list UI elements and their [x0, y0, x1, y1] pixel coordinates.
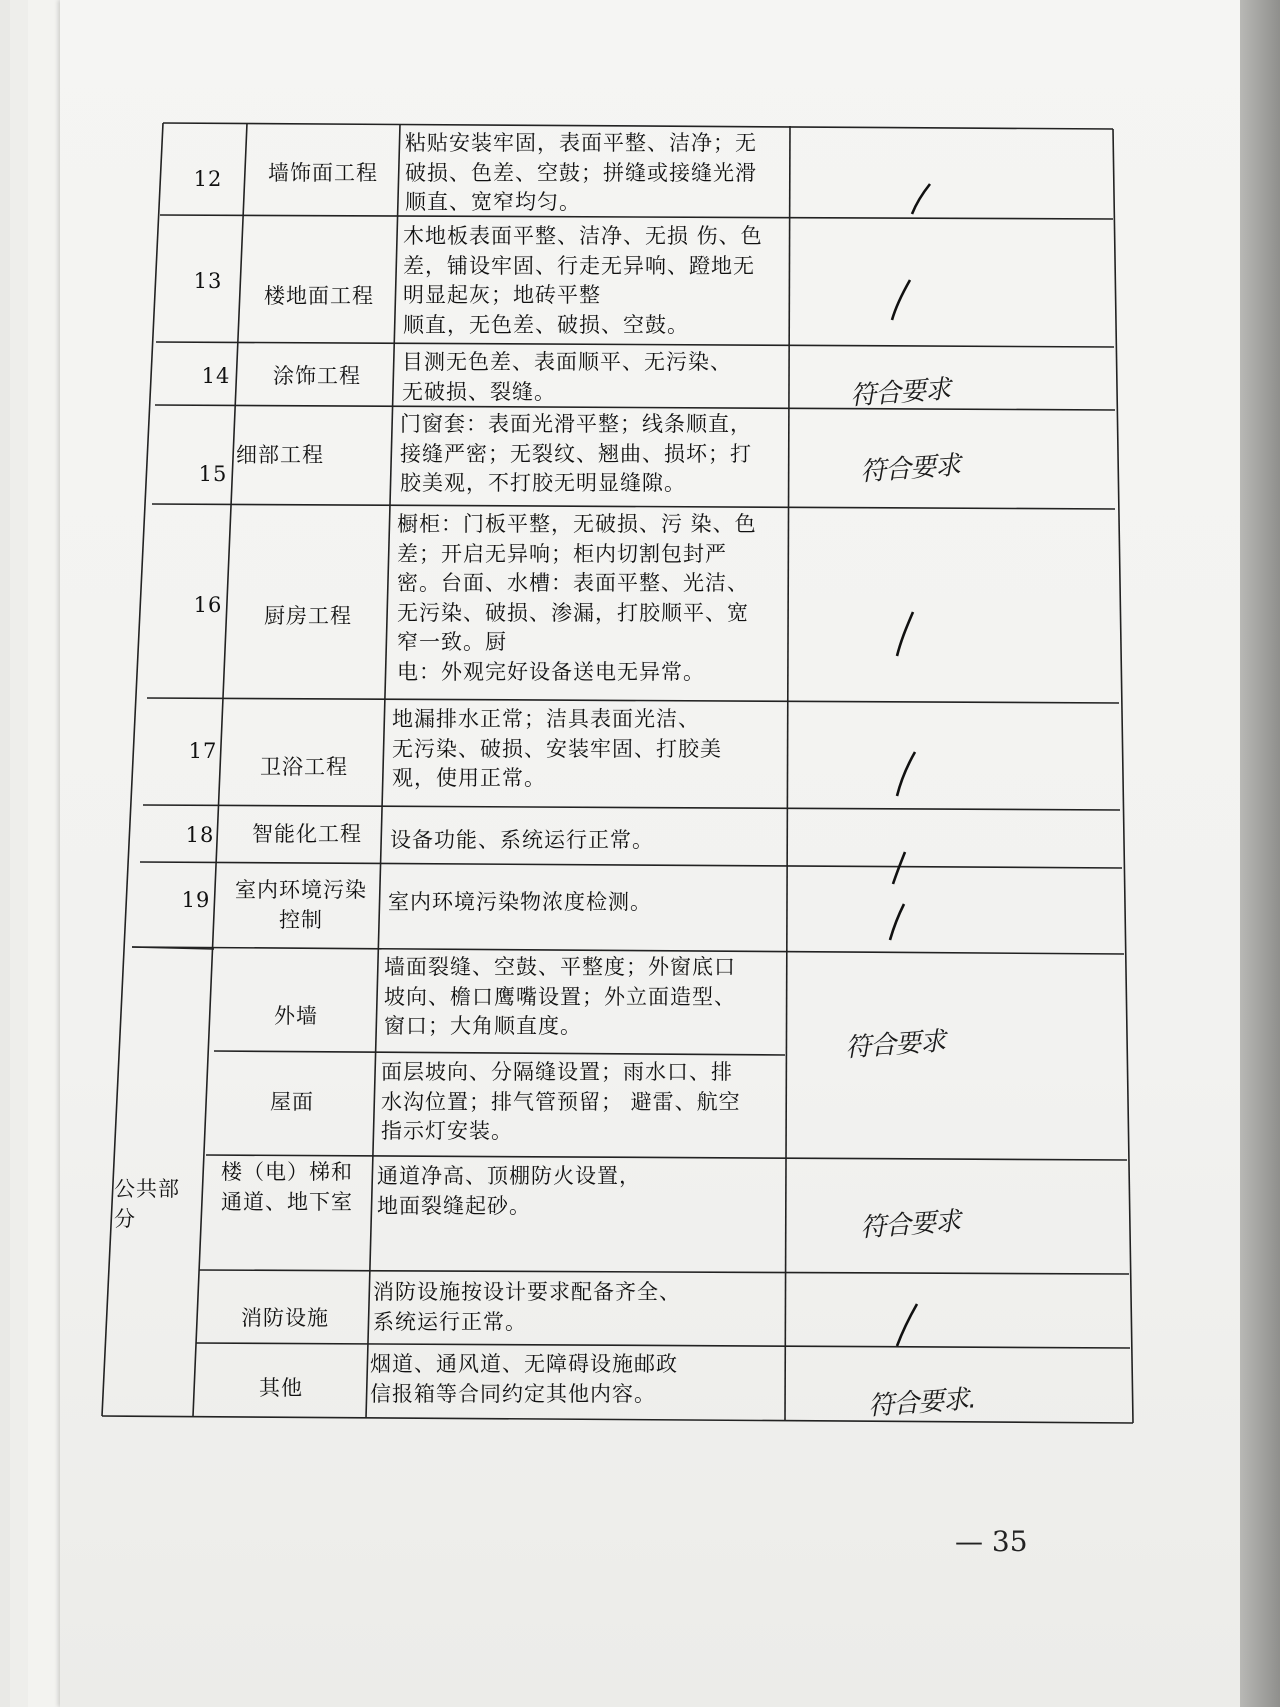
- public-item-outer-wall: 外墙: [274, 1004, 318, 1028]
- slash-mark-row-13: [880, 276, 920, 326]
- row-18-number: 18: [185, 823, 215, 847]
- row-12-number: 12: [193, 167, 223, 191]
- row-14-number: 14: [201, 364, 231, 388]
- public-item-stairs: 楼（电）梯和通道、地下室: [221, 1160, 353, 1214]
- public-item-fire-requirement: 消防设施按设计要求配备齐全、 系统运行正常。: [373, 1280, 681, 1334]
- row-16-number: 16: [193, 593, 223, 617]
- slash-mark-row-18: [883, 848, 913, 888]
- row-19-number: 19: [181, 888, 211, 912]
- public-item-other-requirement: 烟道、通风道、无障碍设施邮政 信报箱等合同约定其他内容。: [370, 1352, 678, 1406]
- row-12-requirement: 粘贴安装牢固，表面平整、洁净；无 破损、色差、空鼓；拼缝或接缝光滑 顺直、宽窄均匀。: [405, 131, 757, 214]
- public-section-label: 公共部分: [114, 1177, 180, 1231]
- row-14-requirement: 目测无色差、表面顺平、无污染、 无破损、裂缝。: [402, 350, 732, 404]
- slash-mark-row-16: [885, 608, 925, 660]
- handwritten-result-outer-wall-roof: 符合要求: [844, 1026, 947, 1064]
- slash-mark-row-17: [885, 748, 925, 800]
- row-15-number: 15: [198, 462, 228, 486]
- public-item-stairs-requirement: 通道净高、顶棚防火设置， 地面裂缝起砂。: [377, 1164, 641, 1218]
- handwritten-result-other: 符合要求.: [867, 1384, 977, 1422]
- row-13-requirement: 木地板表面平整、洁净、无损 伤、色 差，铺设牢固、行走无异响、蹬地无 明显起灰；地砖平整 顺直，无色差、破损、空鼓。: [403, 224, 763, 337]
- row-13-name: 楼地面工程: [264, 284, 374, 308]
- handwritten-result-stairs: 符合要求: [859, 1206, 962, 1244]
- row-16-name: 厨房工程: [264, 604, 352, 628]
- handwritten-result-row-15: 符合要求: [859, 450, 962, 488]
- public-item-roof: 屋面: [270, 1090, 314, 1114]
- public-item-outer-wall-requirement: 墙面裂缝、空鼓、平整度；外窗底口 坡向、檐口鹰嘴设置；外立面造型、 窗口；大角顺直度。: [384, 955, 736, 1038]
- public-item-other: 其他: [259, 1376, 303, 1400]
- public-item-fire: 消防设施: [241, 1306, 329, 1330]
- slash-mark-row-19: [880, 900, 910, 944]
- row-17-name: 卫浴工程: [260, 755, 348, 779]
- row-12-name: 墙饰面工程: [268, 161, 378, 185]
- row-15-requirement: 门窗套：表面光滑平整；线条顺直， 接缝严密；无裂纹、翘曲、损坏；打 胶美观，不打胶无明显缝隙。: [400, 412, 752, 495]
- handwritten-result-row-14: 符合要求: [849, 374, 952, 412]
- row-14-name: 涂饰工程: [273, 364, 361, 388]
- row-13-number: 13: [193, 269, 223, 293]
- page-number: — 35: [955, 1525, 1028, 1558]
- row-17-requirement: 地漏排水正常；洁具表面光洁、 无污染、破损、安装牢固、打胶美 观，使用正常。: [392, 707, 722, 790]
- row-17-number: 17: [188, 739, 218, 763]
- slash-mark-row-12: [900, 180, 940, 220]
- slash-mark-fire: [885, 1300, 925, 1350]
- row-16-requirement: 橱柜：门板平整，无破损、污 染、色 差；开启无异响；柜内切割包封严 密。台面、水槽：表面平整、光洁、 无污染、破损、渗漏，打胶顺平、宽 窄一致。厨 电：外观完好设备送电无异常。: [397, 512, 757, 684]
- row-18-requirement: 设备功能、系统运行正常。: [390, 828, 654, 852]
- public-item-roof-requirement: 面层坡向、分隔缝设置；雨水口、排 水沟位置；排气管预留； 避雷、航空 指示灯安装。: [381, 1060, 741, 1143]
- row-15-name: 细部工程: [236, 443, 324, 467]
- row-18-name: 智能化工程: [252, 822, 362, 846]
- row-19-name: 室内环境污染控制: [235, 878, 367, 932]
- row-19-requirement: 室内环境污染物浓度检测。: [388, 890, 652, 914]
